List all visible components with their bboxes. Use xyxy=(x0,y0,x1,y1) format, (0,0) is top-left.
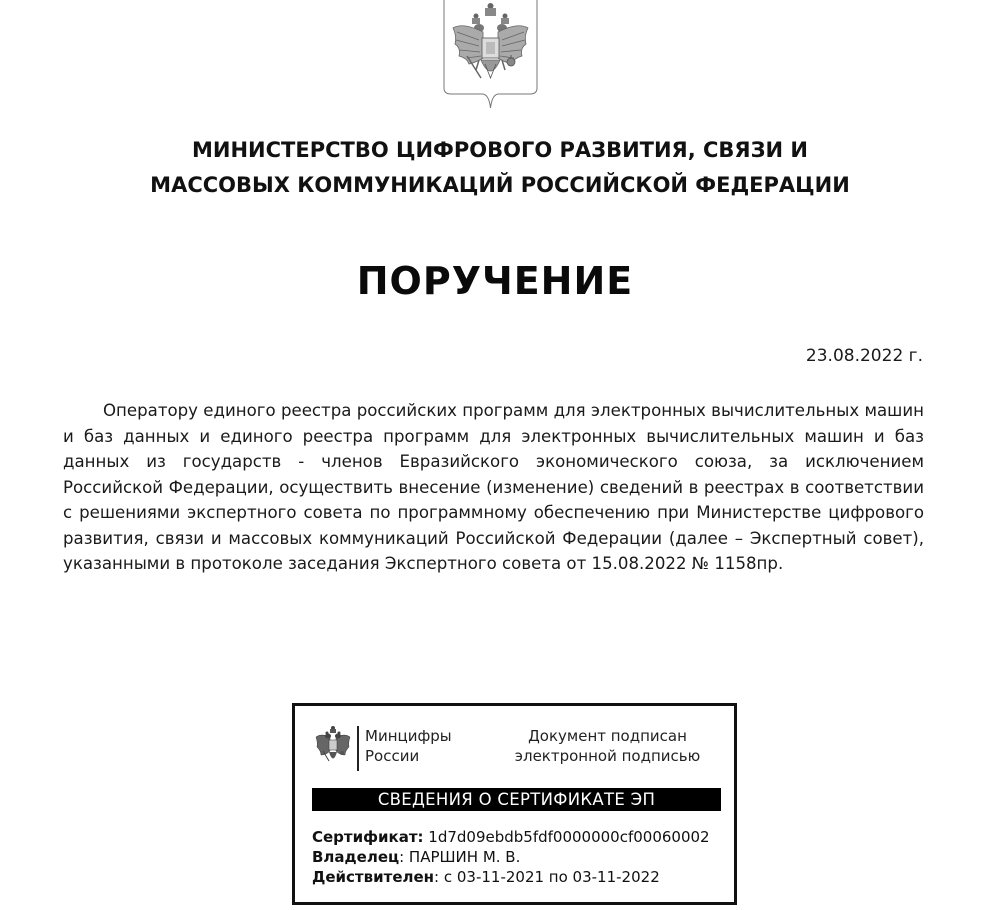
validity-label: Действителен xyxy=(312,868,435,886)
certificate-details xyxy=(312,827,710,887)
stamp-signed-notice xyxy=(495,726,720,766)
coat-of-arms-emblem xyxy=(443,0,538,110)
double-headed-eagle-icon xyxy=(315,725,351,767)
owner-row xyxy=(312,847,710,867)
document-body-paragraph: Оператору единого реестра российских программ для электронных вычислительных машин и баз данных и единого реестра программ для электронных вычислительных машин и баз данных из государств - членов Евразийского экономического союза, за исключением Российской Федерации, осуществить внесение (изменение) сведений в реестрах в соответствии с решениями экспертного совета по программному обеспечению при Министерстве цифрового развития, связи и массовых коммуникаций Российской Федерации (далее – Экспертный совет), указанными в протоколе заседания Экспертного совета от 15.08.2022 № 1158пр. xyxy=(63,401,924,573)
owner-value: : ПАРШИН М. В. xyxy=(399,848,521,866)
stamp-signed-line-2: электронной подписью xyxy=(514,747,701,765)
document-title: ПОРУЧЕНИЕ xyxy=(356,259,634,303)
owner-label: Владелец xyxy=(312,848,400,866)
stamp-organization xyxy=(365,726,452,766)
certificate-row xyxy=(312,827,710,847)
electronic-signature-stamp xyxy=(292,703,737,905)
ministry-name-line-1: МИНИСТЕРСТВО ЦИФРОВОГО РАЗВИТИЯ, СВЯЗИ И xyxy=(191,138,808,162)
double-headed-eagle-icon xyxy=(443,0,538,110)
stamp-org-line-1: Минцифры xyxy=(365,727,452,745)
stamp-emblem-icon xyxy=(315,725,351,767)
document-date: 23.08.2022 г. xyxy=(805,346,923,366)
validity-value: : с 03-11-2021 по 03-11-2022 xyxy=(434,868,660,886)
ministry-name-heading xyxy=(0,133,1000,203)
validity-row xyxy=(312,867,710,887)
stamp-signed-line-1: Документ подписан xyxy=(528,727,687,745)
certificate-value: 1d7d09ebdb5fdf0000000cf00060002 xyxy=(423,828,710,846)
certificate-info-band: СВЕДЕНИЯ О СЕРТИФИКАТЕ ЭП xyxy=(312,788,721,811)
ministry-name-line-2: МАССОВЫХ КОММУНИКАЦИЙ РОССИЙСКОЙ ФЕДЕРАЦИИ xyxy=(150,173,850,197)
stamp-org-line-2: России xyxy=(365,747,420,765)
stamp-divider xyxy=(357,726,359,771)
certificate-label: Сертификат: xyxy=(312,828,424,846)
